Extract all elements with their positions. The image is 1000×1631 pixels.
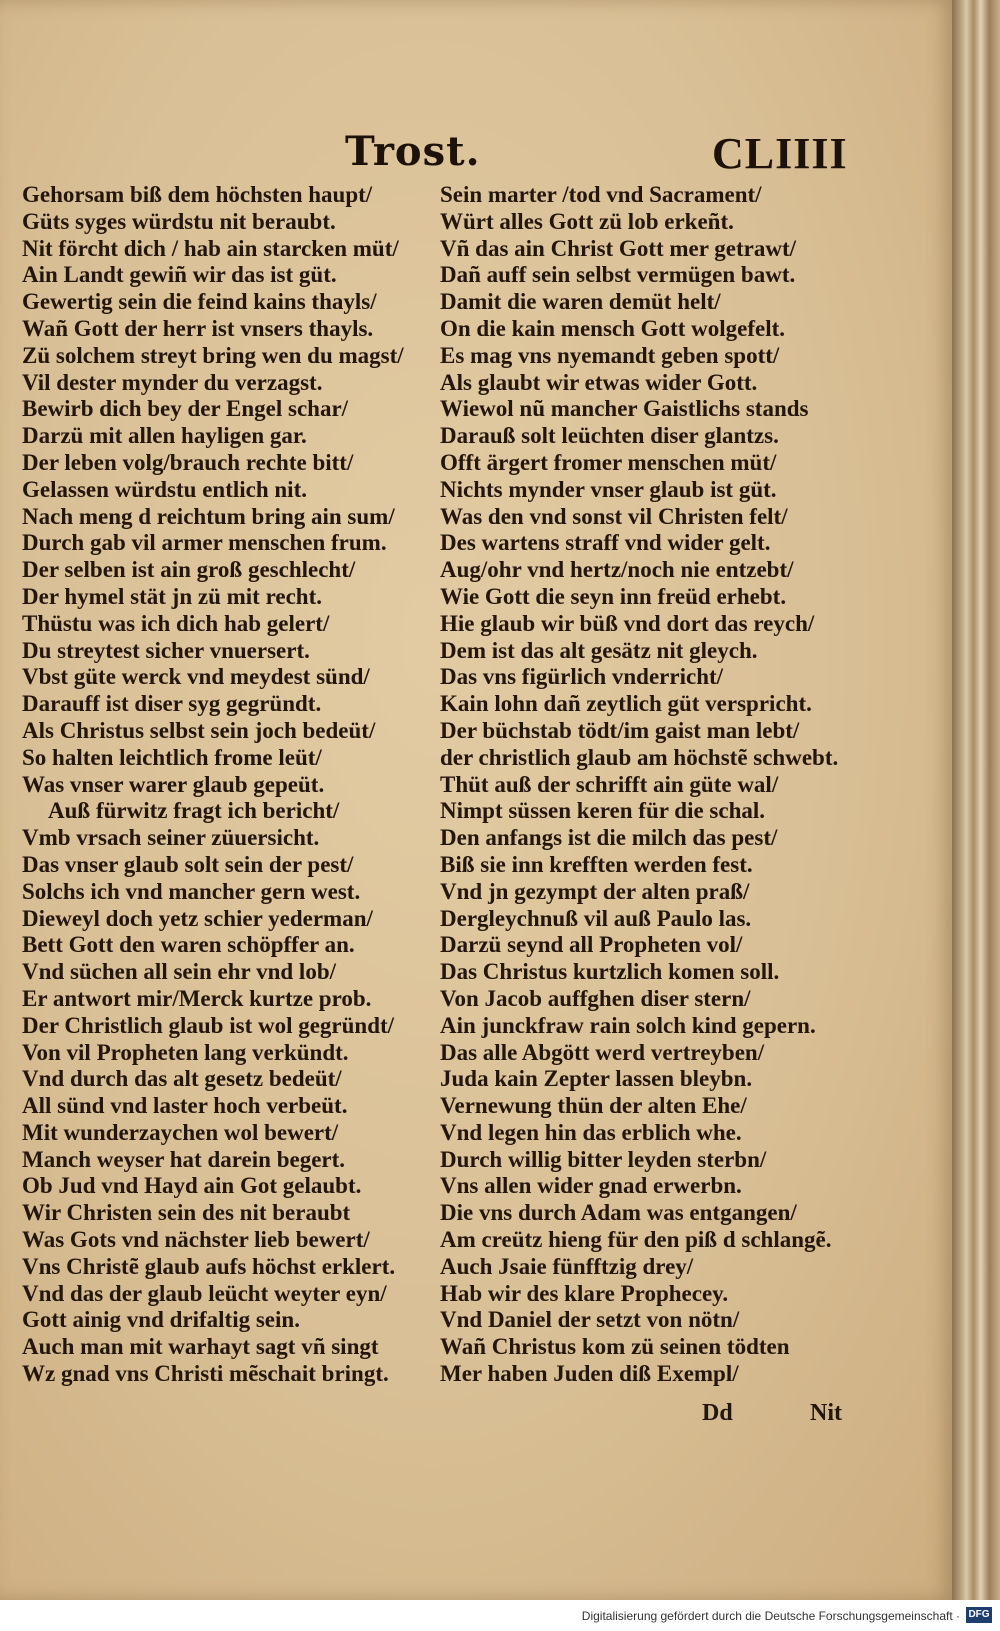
verse-line: Vñ das ain Christ Gott mer getrawt/ (440, 235, 797, 261)
verse-line: Nach meng d reichtum bring ain sum/ (22, 503, 395, 529)
verse-line: Vns allen wider gnad erwerbn. (440, 1173, 742, 1199)
verse-line: Der selben ist ain groß geschlecht/ (22, 557, 356, 583)
verse-line: Am creütz hieng für den piß d schlangẽ. (440, 1227, 832, 1253)
verse-line: Nichts mynder vnser glaub ist güt. (440, 476, 777, 502)
verse-line: Gewertig sein die feind kains thayls/ (22, 289, 377, 315)
verse-line: Vnd jn gezympt der alten praß/ (440, 878, 750, 904)
verse-line: Bett Gott den waren schöpffer an. (22, 932, 355, 958)
verse-line: Vnd Daniel der setzt von nötn/ (440, 1307, 740, 1333)
verse-line: Was den vnd sonst vil Christen felt/ (440, 503, 788, 529)
verse-line: Ob Jud vnd Hayd ain Got gelaubt. (22, 1173, 362, 1199)
verse-line: Dañ auff sein selbst vermügen bawt. (440, 262, 796, 288)
verse-line: Thüt auß der schrifft ain güte wal/ (440, 771, 779, 797)
verse-line: Was Gots vnd nächster lieb bewert/ (22, 1227, 370, 1253)
verse-line: Manch weyser hat darein begert. (22, 1146, 346, 1172)
verse-line: Vnd legen hin das erblich whe. (440, 1119, 742, 1145)
verse-line: Durch willig bitter leyden sterbn/ (440, 1146, 767, 1172)
verse-line: Hab wir des klare Prophecey. (440, 1280, 729, 1306)
verse-line: All sünd vnd laster hoch verbeüt. (22, 1093, 348, 1119)
verse-line: Kain lohn dañ zeytlich güt verspricht. (440, 691, 812, 717)
signature-mark: Dd (702, 1400, 733, 1426)
verse-line: Vmb vrsach seiner züuersicht. (22, 825, 320, 851)
verse-line: Darauff ist diser syg gegründt. (22, 691, 322, 717)
verse-line: Darzü seynd all Propheten vol/ (440, 932, 743, 958)
verse-line: Von Jacob auffghen diser stern/ (440, 985, 751, 1011)
verse-line: Güts syges würdstu nit beraubt. (22, 208, 336, 234)
verse-line: Als glaubt wir etwas wider Gott. (440, 369, 758, 395)
verse-line: Wz gnad vns Christi mẽschait bringt. (22, 1361, 389, 1387)
verse-line: Nimpt süssen keren für die schal. (440, 798, 766, 824)
verse-line: Der Christlich glaub ist wol gegründt/ (22, 1012, 395, 1038)
verse-line: Das Christus kurtzlich komen soll. (440, 959, 780, 985)
verse-line: Dergleychnuß vil auß Paulo las. (440, 905, 752, 931)
verse-line: Darauß solt leüchten diser glantzs. (440, 423, 779, 449)
verse-line: Mer haben Juden diß Exempl/ (440, 1361, 739, 1387)
verse-line: Würt alles Gott zü lob erkeñt. (440, 208, 734, 234)
verse-line: Vbst güte werck vnd meydest sünd/ (22, 664, 370, 690)
verse-line: So halten leichtlich frome leüt/ (22, 744, 322, 770)
verse-line: Juda kain Zepter lassen bleybn. (440, 1066, 753, 1092)
book-edge (952, 0, 1000, 1600)
verse-line: Nit förcht dich / hab ain starcken müt/ (22, 235, 399, 261)
verse-line: Offt ärgert fromer menschen müt/ (440, 449, 777, 475)
verse-line: Gelassen würdstu entlich nit. (22, 476, 307, 502)
left-text-column (22, 182, 432, 1388)
footer-bar (0, 1600, 1000, 1631)
verse-line: Von vil Propheten lang verkündt. (22, 1039, 349, 1065)
dfg-logo: DFG (966, 1607, 992, 1623)
verse-line: Vns Christẽ glaub aufs höchst erklert. (22, 1253, 396, 1279)
catchword: Nit (810, 1400, 842, 1426)
verse-line: Gott ainig vnd drifaltig sein. (22, 1307, 300, 1333)
verse-line: Das vnser glaub solt sein der pest/ (22, 851, 354, 877)
folio-number: CLIIII (712, 129, 848, 178)
verse-line: Das vns figürlich vnderricht/ (440, 664, 724, 690)
verse-line: Ain Landt gewiñ wir das ist güt. (22, 262, 337, 288)
verse-line: Vernewung thün der alten Ehe/ (440, 1093, 747, 1119)
verse-line: Des wartens straff vnd wider gelt. (440, 530, 771, 556)
running-title: Trost. (345, 128, 481, 175)
verse-line: Auch man mit warhayt sagt vñ singt (22, 1334, 379, 1360)
verse-line: Wir Christen sein des nit beraubt (22, 1200, 351, 1226)
verse-line: Gehorsam biß dem höchsten haupt/ (22, 182, 373, 207)
verse-line: Aug/ohr vnd hertz/noch nie entzebt/ (440, 557, 794, 583)
verse-line: Der leben volg/brauch rechte bitt/ (22, 449, 354, 475)
verse-line: Ain junckfraw rain solch kind gepern. (440, 1012, 816, 1038)
verse-line: Vil dester mynder du verzagst. (22, 369, 323, 395)
verse-line: Solchs ich vnd mancher gern west. (22, 878, 361, 904)
verse-line: Vnd das der glaub leücht weyter eyn/ (22, 1280, 387, 1306)
verse-line: der christlich glaub am höchstẽ schwebt. (440, 744, 839, 770)
digitization-credit: Digitalisierung gefördert durch die Deutsche Forschungsgemeinschaft · (581, 1609, 960, 1623)
right-text-column (440, 182, 850, 1388)
verse-line: Den anfangs ist die milch das pest/ (440, 825, 778, 851)
verse-line: Damit die waren demüt helt/ (440, 289, 721, 315)
verse-line: Sein marter /tod vnd Sacrament/ (440, 182, 762, 207)
verse-line: Mit wunderzaychen wol bewert/ (22, 1119, 339, 1145)
verse-line: Wañ Christus kom zü seinen tödten (440, 1334, 790, 1360)
verse-line: Zü solchem streyt bring wen du magst/ (22, 342, 404, 368)
verse-line: Das alle Abgött werd vertreyben/ (440, 1039, 765, 1065)
verse-line: On die kain mensch Gott wolgefelt. (440, 315, 785, 341)
verse-line: Dieweyl doch yetz schier yederman/ (22, 905, 373, 931)
verse-line: Es mag vns nyemandt geben spott/ (440, 342, 780, 368)
verse-line: Dem ist das alt gesätz nit gleych. (440, 637, 758, 663)
verse-line: Der hymel stät jn zü mit recht. (22, 583, 322, 609)
verse-line: Er antwort mir/Merck kurtze prob. (22, 985, 372, 1011)
verse-line: Der büchstab tödt/im gaist man lebt/ (440, 717, 800, 743)
verse-line: Was vnser warer glaub gepeüt. (22, 771, 325, 797)
verse-line: Auß fürwitz fragt ich bericht/ (48, 798, 340, 824)
verse-line: Wañ Gott der herr ist vnsers thayls. (22, 315, 374, 341)
verse-line: Auch Jsaie fünfftzig drey/ (440, 1253, 694, 1279)
verse-line: Vnd durch das alt gesetz bedeüt/ (22, 1066, 342, 1092)
verse-line: Vnd süchen all sein ehr vnd lob/ (22, 959, 337, 985)
verse-line: Thüstu was ich dich hab gelert/ (22, 610, 330, 636)
verse-line: Die vns durch Adam was entgangen/ (440, 1200, 797, 1226)
verse-line: Du streytest sicher vnuersert. (22, 637, 310, 663)
verse-line: Wie Gott die seyn inn freüd erhebt. (440, 583, 787, 609)
verse-line: Biß sie inn krefften werden fest. (440, 851, 753, 877)
verse-line: Durch gab vil armer menschen frum. (22, 530, 387, 556)
verse-line: Bewirb dich bey der Engel schar/ (22, 396, 349, 422)
verse-line: Darzü mit allen hayligen gar. (22, 423, 307, 449)
verse-line: Als Christus selbst sein joch bedeüt/ (22, 717, 376, 743)
verse-line: Wiewol nũ mancher Gaistlichs stands (440, 396, 809, 422)
verse-line: Hie glaub wir büß vnd dort das reych/ (440, 610, 815, 636)
